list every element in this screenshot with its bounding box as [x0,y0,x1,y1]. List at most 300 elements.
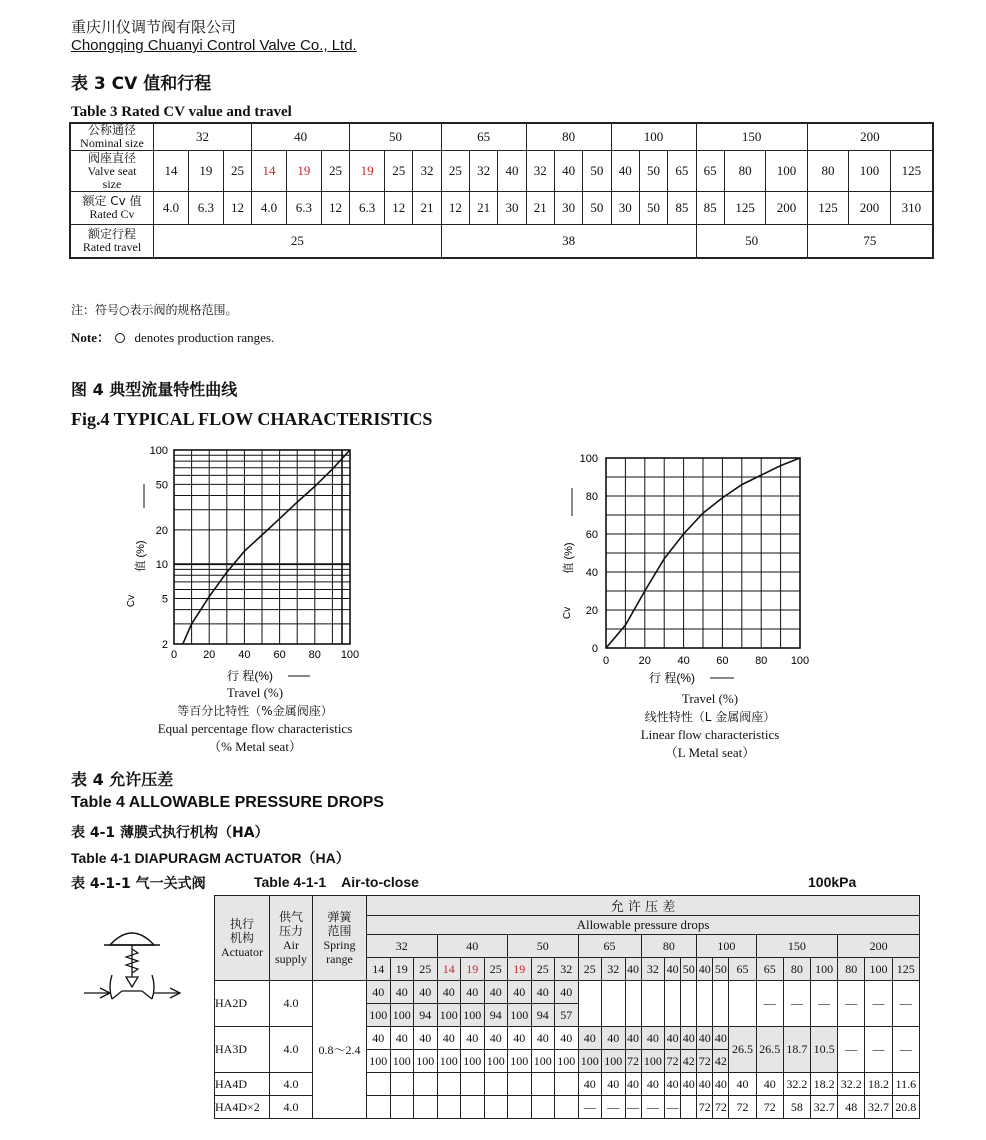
seat-size: 32 [470,151,498,192]
pressure-drop: 94 [484,1004,508,1027]
pressure-drop: 40 [729,1073,756,1096]
seat-size: 19 [188,151,223,192]
pressure-drop: 20.8 [892,1096,919,1119]
dash-cell: — [578,1096,602,1119]
company-name-cn: 重庆川仪调节阀有限公司 [71,18,237,36]
seat-size: 40 [498,151,526,192]
seat-size: 19 [461,958,485,981]
pressure-drop: — [865,1027,892,1073]
table-row [70,192,933,225]
actuator-ha2d: HA2D [215,981,270,1027]
dash-cell: — [641,1096,665,1119]
pressure-drop: 40 [555,981,579,1004]
pressure-drop: 40 [508,1027,532,1050]
empty-cell [508,1096,532,1119]
empty-cell [437,1073,461,1096]
empty-cell [484,1096,508,1119]
pressure-drop: 72 [697,1050,713,1073]
left-chart-captions [110,684,400,756]
empty-cell [484,1073,508,1096]
pressure-drop: 40 [713,1073,729,1096]
seat-size: 40 [554,151,582,192]
cv-value: 200 [766,192,807,225]
caption-en-sub: （% Metal seat） [208,739,302,754]
nominal-size: 50 [508,935,579,958]
pressure-drop: 100 [555,1050,579,1073]
pressure-drop: 18.2 [865,1073,892,1096]
empty-cell [531,1073,555,1096]
pressure-drop: 40 [641,1027,665,1050]
pressure-drop: 40 [665,1073,681,1096]
nominal-size: 200 [807,123,933,151]
x-tick-label: 40 [238,649,251,661]
cv-value: 85 [696,192,724,225]
empty-cell [555,1073,579,1096]
nominal-size: 32 [154,123,252,151]
pressure-drop: 100 [367,1004,391,1027]
y-tick-label: 100 [579,453,598,465]
header-apd-cn: 允 许 压 差 [367,896,920,916]
nominal-size: 40 [437,935,508,958]
seat-size: 65 [696,151,724,192]
pressure-drop: 40 [602,1073,626,1096]
pressure-drop: 72 [756,1096,783,1119]
caption-en: Linear flow characteristics [640,727,780,742]
empty-cell [681,1096,697,1119]
cv-value: 50 [583,192,611,225]
pressure-drop: 40 [437,1027,461,1050]
x-tick-label: 60 [273,649,286,661]
cv-value: 125 [724,192,765,225]
row-label-nominal: 公称通径 Nominal size [70,123,154,151]
seat-size: 65 [756,958,783,981]
empty-cell [367,1096,391,1119]
pressure-drop: 40 [484,1027,508,1050]
rated-travel: 75 [807,225,933,259]
x-axis-label-cn: 行 程(%) [649,671,695,685]
y-tick-label: 0 [591,643,598,655]
x-tick-label: 0 [602,655,610,667]
pressure-drop: 40 [555,1027,579,1050]
cv-value: 21 [413,192,441,225]
pressure-drop: 100 [602,1050,626,1073]
header-actuator: 执行 机构 Actuator [215,896,270,981]
cv-value: 21 [526,192,554,225]
table-row [215,981,920,1004]
pressure-drop: 40 [461,1027,485,1050]
x-tick-label: 80 [755,655,768,667]
rated-travel: 25 [154,225,442,259]
seat-size: 100 [865,958,892,981]
spring-range-value: 0.8～2.4 [313,981,367,1119]
empty-cell [390,1096,414,1119]
pressure-drop: 18.7 [783,1027,810,1073]
empty-cell [437,1096,461,1119]
seat-size: 80 [838,958,865,981]
dash-cell: — [665,1096,681,1119]
x-tick-label: 0 [170,649,178,661]
empty-cell [713,981,729,1027]
seat-size: 32 [413,151,441,192]
cv-value: 12 [385,192,413,225]
row-label-seat: 阀座直径 Valve seat size [70,151,154,192]
dash-cell: — [865,981,892,1027]
seat-size: 19 [286,151,321,192]
pressure-drop: 40 [531,981,555,1004]
seat-size: 40 [611,151,639,192]
empty-cell [461,1073,485,1096]
circle-icon [115,333,125,343]
pressure-drop: 40 [367,981,391,1004]
y-tick-label: 5 [161,593,168,606]
seat-size: 14 [154,151,189,192]
empty-cell [390,1073,414,1096]
seat-size: 80 [783,958,810,981]
seat-size: 14 [367,958,391,981]
nominal-size: 65 [578,935,641,958]
y-tick-label: 50 [155,479,168,492]
y-axis-label-cn: 值 (%) [135,540,147,572]
pressure-drop: 72 [713,1096,729,1119]
pressure-drop: 100 [531,1050,555,1073]
table-row [70,151,933,192]
rated-travel: 38 [441,225,696,259]
pressure-drop: 100 [461,1004,485,1027]
seat-size: 25 [531,958,555,981]
seat-size: 25 [441,151,469,192]
y-tick-label: 60 [585,529,598,541]
y-tick-label: 10 [155,559,168,572]
pressure-drop: 100 [508,1004,532,1027]
empty-cell [461,1096,485,1119]
table3-note-cn: 注：符号○表示阀的规格范围。 [71,303,238,317]
actuator-ha4d-x2: HA4D×2 [215,1096,270,1119]
pressure-drop: 40 [437,981,461,1004]
y-tick-label: 100 [149,445,168,457]
pressure-drop: 40 [461,981,485,1004]
table-row [70,225,933,259]
empty-cell [729,981,756,1027]
pressure-drop: 100 [367,1050,391,1073]
cv-value: 30 [611,192,639,225]
seat-size: 40 [697,958,713,981]
pressure-drop: 100 [437,1050,461,1073]
pressure-drop: 18.2 [811,1073,838,1096]
table-row [215,896,920,916]
pressure-drop: 94 [414,1004,438,1027]
pressure-drop: 40 [390,1027,414,1050]
cv-value: 12 [321,192,349,225]
nominal-size: 65 [441,123,526,151]
pressure-drop: 42 [681,1050,697,1073]
seat-size: 25 [385,151,413,192]
seat-size: 32 [602,958,626,981]
pressure-drop: 32.7 [865,1096,892,1119]
pressure-drop: 40 [681,1027,697,1050]
nominal-size: 50 [350,123,442,151]
x-axis-label-cn: 行 程(%) [227,669,273,683]
right-chart-captions [560,690,860,762]
pressure-drop: 32.7 [811,1096,838,1119]
air-supply: 4.0 [270,1096,313,1119]
pressure-drop: 40 [697,1027,713,1050]
pressure-drop: 100 [641,1050,665,1073]
seat-size: 19 [508,958,532,981]
nominal-size: 150 [696,123,807,151]
empty-cell [665,981,681,1027]
x-tick-label: 100 [340,649,360,661]
pressure-drop: — [838,1027,865,1073]
y-tick-label: 20 [155,524,168,537]
pressure-drop: 40 [390,981,414,1004]
empty-cell [367,1073,391,1096]
x-tick-label: 60 [716,655,729,667]
y-tick-label: 80 [585,491,598,503]
caption-cn: 线性特性（L 金属阀座） [644,710,776,724]
dash-cell: — [756,981,783,1027]
air-supply: 4.0 [270,981,313,1027]
x-tick-label: 40 [677,655,690,667]
pressure-drop: 40 [578,1027,602,1050]
cv-value: 21 [470,192,498,225]
pressure-drop: 40 [681,1073,697,1096]
caption-en: Equal percentage flow characteristics [157,721,353,736]
seat-size: 65 [729,958,756,981]
seat-size: 100 [849,151,890,192]
pressure-drop: 26.5 [729,1027,756,1073]
seat-size: 40 [625,958,641,981]
seat-size: 50 [583,151,611,192]
pressure-drop: 26.5 [756,1027,783,1073]
pressure-drop: 100 [437,1004,461,1027]
x-axis-label-en: Travel (%) [226,685,284,700]
unit-label: 100kPa [808,874,857,890]
pressure-drop: 40 [713,1027,729,1050]
pressure-drop: 40 [531,1027,555,1050]
x-tick-label: 20 [203,649,216,661]
seat-size: 14 [252,151,287,192]
table41-title-cn: 表 4-1 薄膜式执行机构（HA） [71,825,269,841]
cv-value: 6.3 [188,192,223,225]
pressure-drop: 40 [625,1073,641,1096]
table411-title-en: Table 4-1-1 Air-to-close [254,874,419,890]
seat-size: 32 [641,958,665,981]
table41-title-en: Table 4-1 DIAPURAGM ACTUATOR（HA） [71,850,350,866]
empty-cell [555,1096,579,1119]
pressure-drop: 48 [838,1096,865,1119]
cv-value: 4.0 [154,192,189,225]
y-axis-label-cv: Cv [562,606,573,620]
y-axis-label-cn: 值 (%) [563,542,575,574]
seat-size: 25 [578,958,602,981]
cv-value: 4.0 [252,192,287,225]
nominal-size: 100 [611,123,696,151]
fig4-title-en: Fig.4 TYPICAL FLOW CHARACTERISTICS [71,409,433,429]
pressure-drop: 40 [508,981,532,1004]
empty-cell [414,1073,438,1096]
dash-cell: — [625,1096,641,1119]
cv-value: 6.3 [286,192,321,225]
x-tick-label: 100 [790,655,810,667]
dash-cell: — [783,981,810,1027]
pressure-drop: 100 [484,1050,508,1073]
table4-title-cn: 表 4 允许压差 [71,770,174,789]
series-line [183,450,350,644]
seat-size: 80 [724,151,765,192]
pressure-drop: 42 [713,1050,729,1073]
pressure-drop: 40 [414,1027,438,1050]
nominal-size: 100 [697,935,756,958]
seat-size: 19 [390,958,414,981]
cv-value: 125 [807,192,848,225]
dash-cell: — [838,981,865,1027]
empty-cell [681,981,697,1027]
pressure-drop: 40 [697,1073,713,1096]
empty-cell [625,981,641,1027]
seat-size: 65 [668,151,696,192]
table3-title-cn: 表 3 CV 值和行程 [71,74,212,94]
header-spring-range: 弹簧 范围 Spring range [313,896,367,981]
cv-value: 30 [554,192,582,225]
header-apd-en: Allowable pressure drops [367,916,920,935]
cv-value: 85 [668,192,696,225]
seat-size: 50 [681,958,697,981]
nominal-size: 32 [367,935,438,958]
empty-cell [414,1096,438,1119]
air-supply: 4.0 [270,1073,313,1096]
air-to-close-valve-icon [82,925,182,1020]
seat-size: 125 [892,958,919,981]
table-row [70,123,933,151]
seat-size: 50 [713,958,729,981]
seat-size: 25 [223,151,251,192]
dash-cell: — [892,981,919,1027]
actuator-ha3d: HA3D [215,1027,270,1073]
pressure-drop: 40 [602,1027,626,1050]
caption-en-sub: （L Metal seat） [664,745,756,760]
pressure-drop: 40 [665,1027,681,1050]
table411-title-cn: 表 4-1-1 气一关式阀 [71,876,206,892]
cv-value: 50 [639,192,667,225]
pressure-drop: 11.6 [892,1073,919,1096]
pressure-drop: 32.2 [838,1073,865,1096]
fig4-title-cn: 图 4 典型流量特性曲线 [71,380,238,399]
header-air-supply: 供气 压力 Air supply [270,896,313,981]
x-axis-label-en: Travel (%) [681,691,739,706]
cv-value: 12 [223,192,251,225]
pressure-drop: 10.5 [811,1027,838,1073]
cv-value: 12 [441,192,469,225]
cv-value: 30 [498,192,526,225]
seat-size: 100 [766,151,807,192]
y-tick-label: 2 [161,639,168,651]
y-tick-label: 20 [585,605,598,617]
seat-size: 80 [807,151,848,192]
x-tick-label: 80 [308,649,321,661]
pressure-drop: 32.2 [783,1073,810,1096]
empty-cell [508,1073,532,1096]
pressure-drop: 40 [484,981,508,1004]
y-axis-label-cv: Cv [126,594,137,608]
empty-cell [578,981,602,1027]
dash-cell: — [602,1096,626,1119]
row-label-travel: 额定行程 Rated travel [70,225,154,259]
linear-chart [550,448,815,693]
pressure-drop: 72 [665,1050,681,1073]
nominal-size: 200 [838,935,920,958]
y-tick-label: 40 [585,567,598,579]
seat-size: 25 [484,958,508,981]
rated-travel: 50 [696,225,807,259]
seat-size: 125 [890,151,933,192]
nominal-size: 80 [641,935,697,958]
empty-cell [602,981,626,1027]
seat-size: 25 [321,151,349,192]
cv-value: 200 [849,192,890,225]
seat-size: 100 [811,958,838,981]
pressure-drop: 100 [508,1050,532,1073]
pressure-drop: 40 [414,981,438,1004]
company-name-en: Chongqing Chuanyi Control Valve Co., Ltd. [71,37,357,54]
seat-size: 40 [665,958,681,981]
dash-cell: — [811,981,838,1027]
pressure-drop: 40 [578,1073,602,1096]
pressure-drop: 100 [390,1004,414,1027]
seat-size: 32 [555,958,579,981]
air-supply: 4.0 [270,1027,313,1073]
pressure-drop: 100 [390,1050,414,1073]
x-tick-label: 20 [638,655,651,667]
row-label-cv: 额定 Cv 值 Rated Cv [70,192,154,225]
actuator-ha4d: HA4D [215,1073,270,1096]
seat-size: 14 [437,958,461,981]
pressure-drop: 94 [531,1004,555,1027]
seat-size: 50 [639,151,667,192]
nominal-size: 40 [252,123,350,151]
table3-title-en: Table 3 Rated CV value and travel [71,104,292,120]
nominal-size: 80 [526,123,611,151]
pressure-drop: 58 [783,1096,810,1119]
pressure-drop: 72 [729,1096,756,1119]
empty-cell [697,981,713,1027]
seat-size: 25 [414,958,438,981]
pressure-drop: 100 [578,1050,602,1073]
seat-size: 32 [526,151,554,192]
pressure-drop: 40 [625,1027,641,1050]
seat-size: 19 [350,151,385,192]
pressure-drop: 57 [555,1004,579,1027]
nominal-size: 150 [756,935,838,958]
table4-allowable-pressure-drops [214,895,920,1119]
pressure-drop: 72 [625,1050,641,1073]
table3-note-en: Note： denotes production ranges. [71,330,275,345]
empty-cell [531,1096,555,1119]
pressure-drop: 40 [367,1027,391,1050]
pressure-drop: 40 [756,1073,783,1096]
empty-cell [641,981,665,1027]
table4-title-en: Table 4 ALLOWABLE PRESSURE DROPS [71,794,384,811]
pressure-drop: 100 [414,1050,438,1073]
caption-cn: 等百分比特性（%金属阀座） [177,704,333,718]
table3-cv-travel [69,122,934,259]
pressure-drop: — [892,1027,919,1073]
equal-percentage-chart [110,436,400,686]
cv-value: 310 [890,192,933,225]
pressure-drop: 72 [697,1096,713,1119]
cv-value: 6.3 [350,192,385,225]
pressure-drop: 40 [641,1073,665,1096]
pressure-drop: 100 [461,1050,485,1073]
